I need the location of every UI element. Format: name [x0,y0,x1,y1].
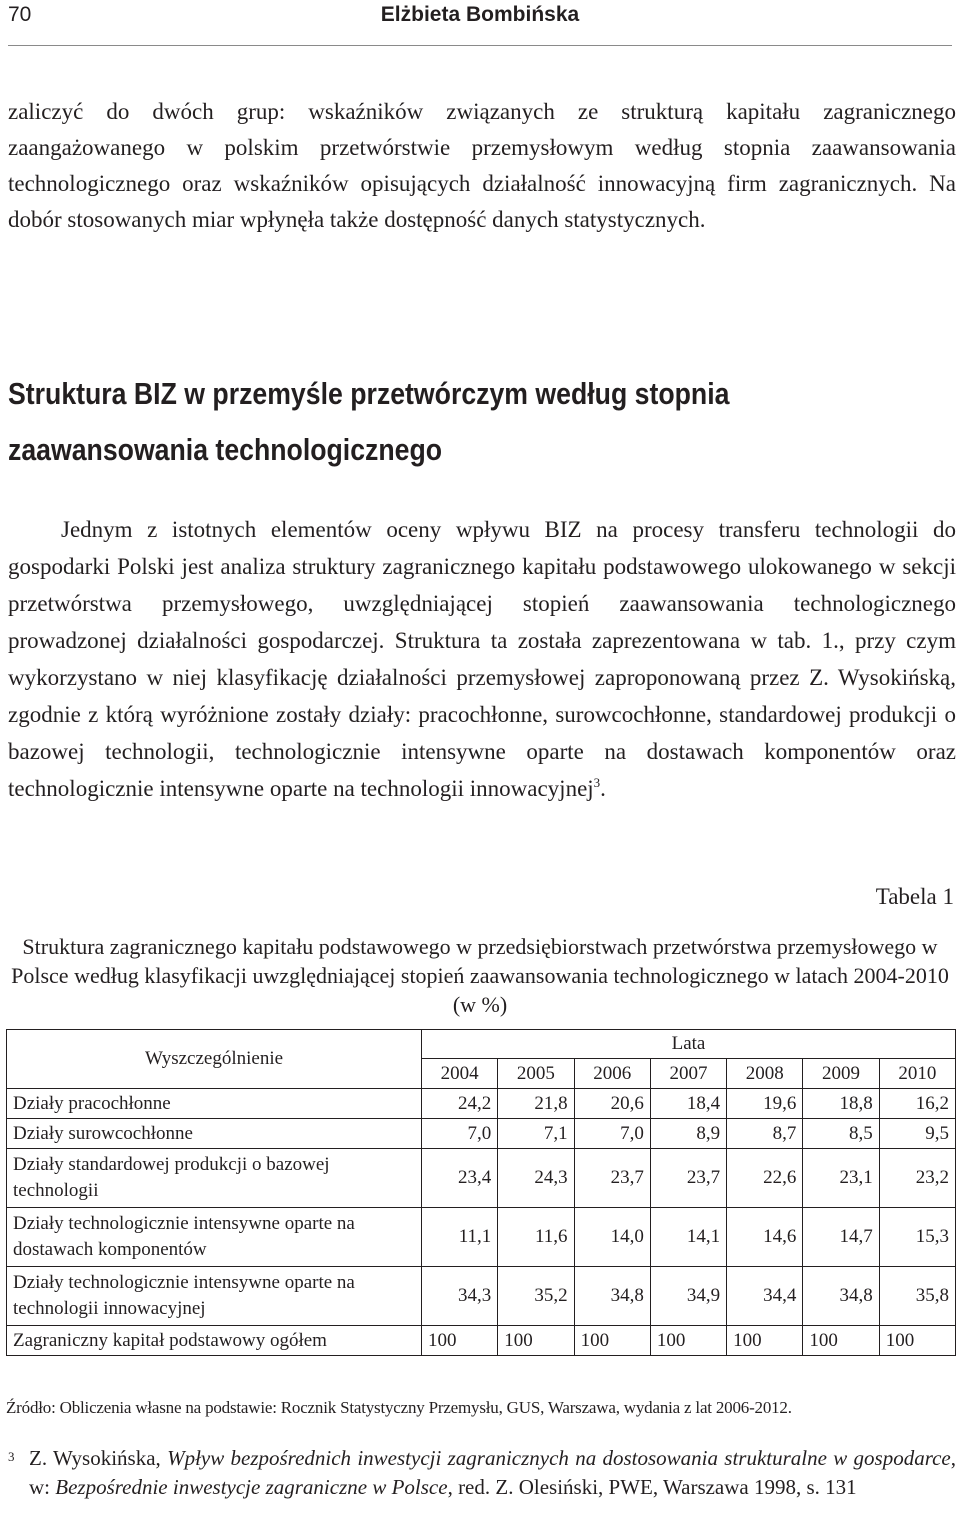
value-cell: 14,0 [574,1208,650,1267]
footnote-in: , w: [29,1446,956,1499]
value-cell: 23,1 [803,1149,879,1208]
value-cell: 34,3 [422,1267,498,1326]
value-cell: 8,9 [650,1119,726,1149]
value-cell: 34,8 [574,1267,650,1326]
value-cell: 24,3 [498,1149,574,1208]
value-cell: 100 [422,1326,498,1356]
value-cell: 100 [879,1326,955,1356]
table-label: Tabela 1 [875,884,954,909]
value-cell: 18,4 [650,1089,726,1119]
value-cell: 23,7 [650,1149,726,1208]
value-cell: 14,1 [650,1208,726,1267]
table-row [7,1089,956,1119]
footnote-author: Z. Wysokińska, [29,1446,168,1470]
value-cell: 11,1 [422,1208,498,1267]
value-cell: 100 [574,1326,650,1356]
value-cell: 100 [727,1326,803,1356]
value-cell: 23,2 [879,1149,955,1208]
table-row [7,1149,956,1208]
value-cell: 23,7 [574,1149,650,1208]
value-cell: 14,7 [803,1208,879,1267]
value-cell: 15,3 [879,1208,955,1267]
value-cell: 35,2 [498,1267,574,1326]
table-caption: Struktura zagranicznego kapitału podstawowego w przedsiębiorstwach przetwórstwa przemysłowego w Polsce według klasyfikacji uwzględniającej stopień zaawansowania technologicznego w latach 2004-2010 (w %) [11,934,949,1017]
table-row [7,1119,956,1149]
value-cell: 22,6 [727,1149,803,1208]
value-cell: 8,5 [803,1119,879,1149]
data-table [6,1029,956,1356]
year-cell: 2006 [574,1059,650,1089]
table-row [7,1208,956,1267]
running-header [8,0,952,30]
footnote-number: 3 [8,1449,15,1464]
value-cell: 14,6 [727,1208,803,1267]
value-cell: 8,7 [727,1119,803,1149]
years-header-cell: Lata [422,1030,956,1059]
value-cell: 21,8 [498,1089,574,1119]
year-cell: 2007 [650,1059,726,1089]
row-label: Działy technologicznie intensywne oparte na technologii innowacyjnej [7,1267,422,1326]
header-rule [8,45,952,46]
footnote [8,1444,956,1502]
value-cell: 23,4 [422,1149,498,1208]
year-cell: 2008 [727,1059,803,1089]
footnote-reference[interactable]: 3 [593,775,601,790]
row-label: Działy technologicznie intensywne oparte na dostawach komponentów [7,1208,422,1267]
value-cell: 34,4 [727,1267,803,1326]
row-label: Działy surowcochłonne [7,1119,422,1149]
body-paragraph [8,511,956,807]
value-cell: 16,2 [879,1089,955,1119]
year-cell: 2004 [422,1059,498,1089]
intro-paragraph: zaliczyć do dwóch grup: wskaźników związanych ze strukturą kapitału zagranicznego zaangażowanego w polskim przetwórstwie przemysłowym według stopnia zaawansowania technologicznego oraz wskaźników opisujących działalność innowacyjną firm zagranicznych. Na dobór stosowanych miar wpłynęła także dostępność danych statystycznych. [8,99,956,232]
year-cell: 2010 [879,1059,955,1089]
table-total-row [7,1326,956,1356]
section-heading: Struktura BIZ w przemyśle przetwórczym według stopnia zaawansowania technologicznego [8,376,730,467]
value-cell: 19,6 [727,1089,803,1119]
value-cell: 7,0 [422,1119,498,1149]
value-cell: 7,1 [498,1119,574,1149]
row-label: Zagraniczny kapitał podstawowy ogółem [7,1326,422,1356]
body-paragraph-text: Jednym z istotnych elementów oceny wpływu BIZ na procesy transferu technologii do gospodarki Polski jest analiza struktury zagranicznego kapitału podstawowego ulokowanego w sekcji przetwórstwa przemysłowego, uwzględniającej stopień zaawansowania technologicznego prowadzonej działalności gospodarczej. Struktura ta została zaprezentowana w tab. 1., przy czym wykorzystano w niej klasyfikację działalności przemysłowej zaproponowaną przez Z. Wysokińską, zgodnie z którą wyróżnione zostały działy: pracochłonne, surowcochłonne, standardowej produkcji o bazowej technologii, technologicznie intensywne oparte na dostawach komponentów oraz technologicznie intensywne oparte na technologii innowacyjnej [8,517,956,801]
row-header-cell: Wyszczególnienie [7,1030,422,1089]
table-row [7,1267,956,1326]
table-header-row [7,1030,956,1059]
value-cell: 34,9 [650,1267,726,1326]
footnote-title: Wpływ bezpośrednich inwestycji zagranicznych na dostosowania strukturalne w gospodarce [167,1446,951,1470]
value-cell: 100 [650,1326,726,1356]
footnote-book: Bezpośrednie inwestycje zagraniczne w Polsce [55,1475,448,1499]
body-paragraph-end: . [600,776,606,801]
value-cell: 24,2 [422,1089,498,1119]
value-cell: 34,8 [803,1267,879,1326]
value-cell: 20,6 [574,1089,650,1119]
row-label: Działy standardowej produkcji o bazowej technologii [7,1149,422,1208]
page-number: 70 [8,3,32,26]
footnote-text [8,1444,956,1502]
value-cell: 7,0 [574,1119,650,1149]
row-label: Działy pracochłonne [7,1089,422,1119]
value-cell: 100 [803,1326,879,1356]
value-cell: 9,5 [879,1119,955,1149]
year-cell: 2009 [803,1059,879,1089]
running-author: Elżbieta Bombińska [380,3,580,26]
table-source-note: Źródło: Obliczenia własne na podstawie: Rocznik Statystyczny Przemysłu, GUS, Warszawa, wydania z lat 2006-2012. [6,1398,792,1417]
value-cell: 35,8 [879,1267,955,1326]
value-cell: 100 [498,1326,574,1356]
value-cell: 18,8 [803,1089,879,1119]
footnote-rest: , red. Z. Olesiński, PWE, Warszawa 1998, s. 131 [447,1475,857,1499]
year-cell: 2005 [498,1059,574,1089]
value-cell: 11,6 [498,1208,574,1267]
